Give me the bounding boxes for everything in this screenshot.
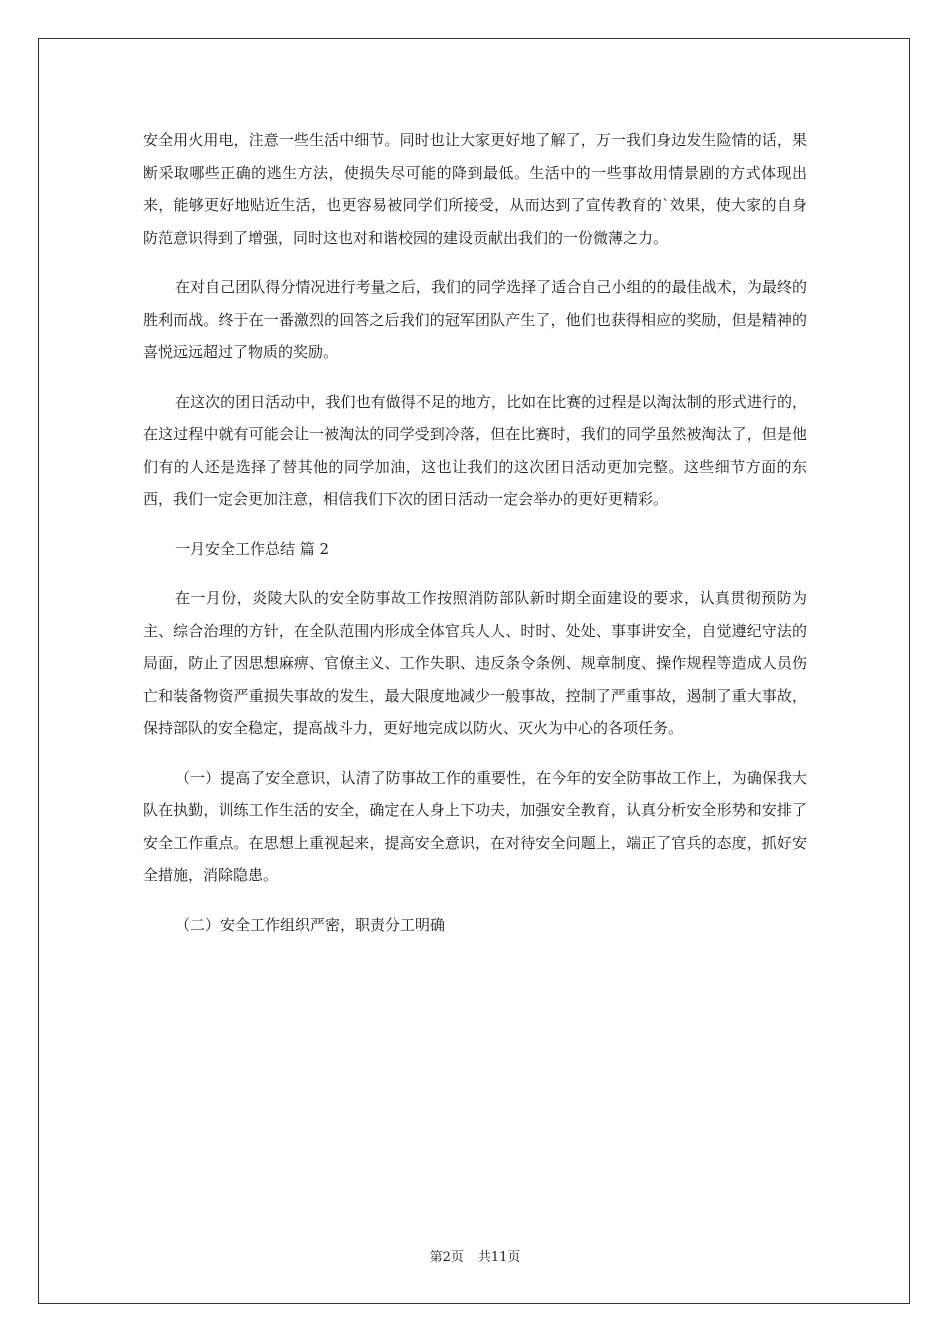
paragraph-fire-safety-drama: 安全用火用电，注意一些生活中细节。同时也让大家更好地了解了，万一我们身边发生险情的话，果断采取哪些正确的逃生方法，使损失尽可能的降到最低。生活中的一些事故用情景剧的方式体现出来，能够更好地贴近生活，也更容易被同学们所接受，从而达到了宣传教育的`效果，使大家的自身防范意识得到了增强，同时这也对和谐校园的建设贡献出我们的一份微薄之力。 — [143, 131, 807, 247]
section-heading: 一月安全工作总结 篇 2 — [175, 539, 330, 558]
page-number-total: 共11页 — [477, 1250, 521, 1265]
page-footer — [0, 1246, 950, 1265]
document-body — [143, 124, 807, 941]
paragraph-january-overview: 在一月份，炎陵大队的安全防事故工作按照消防部队新时期全面建设的要求，认真贯彻预防为主、综合治理的方针，在全队范围内形成全体官兵人人、时时、处处、事事讲安全，自觉遵纪守法的局面，防止了因思想麻痹、官僚主义、工作失职、违反条令条例、规章制度、操作规程等造成人员伤亡和装备物资严重损失事故的发生，最大限度地减少一般事故，控制了严重事故，遏制了重大事故，保持部队的安全稳定，提高战斗力，更好地完成以防火、灭火为中心的各项任务。 — [143, 589, 807, 737]
paragraph-shortcomings: 在这次的团日活动中，我们也有做得不足的地方，比如在比赛的过程是以淘汰制的形式进行的，在这过程中就有可能会让一被淘汰的同学受到冷落，但在比赛时，我们的同学虽然被淘汰了，但是他们有的人还是选择了替其他的同学加油，这也让我们的这次团日活动更加完整。这些细节方面的东西，我们一定会更加注意，相信我们下次的团日活动一定会举办的更好更精彩。 — [143, 392, 807, 508]
paragraph-team-strategy: 在对自己团队得分情况进行考量之后，我们的同学选择了适合自己小组的的最佳战术，为最终的胜利而战。终于在一番激烈的回答之后我们的冠军团队产生了，他们也获得相应的奖励，但是精神的喜悦远远超过了物质的奖励。 — [143, 278, 807, 361]
paragraph-organization: （二）安全工作组织严密，职责分工明确 — [175, 915, 446, 934]
paragraph-safety-awareness: （一）提高了安全意识，认清了防事故工作的重要性，在今年的安全防事故工作上，为确保我大队在执勤，训练工作生活的安全，确定在人身上下功夫，加强安全教育，认真分析安全形势和安排了安全工作重点。在思想上重视起来，提高安全意识，在对待安全问题上，端正了官兵的态度，抓好安全措施，消除隐患。 — [143, 768, 807, 884]
page-number-current: 第2页 — [429, 1250, 464, 1265]
